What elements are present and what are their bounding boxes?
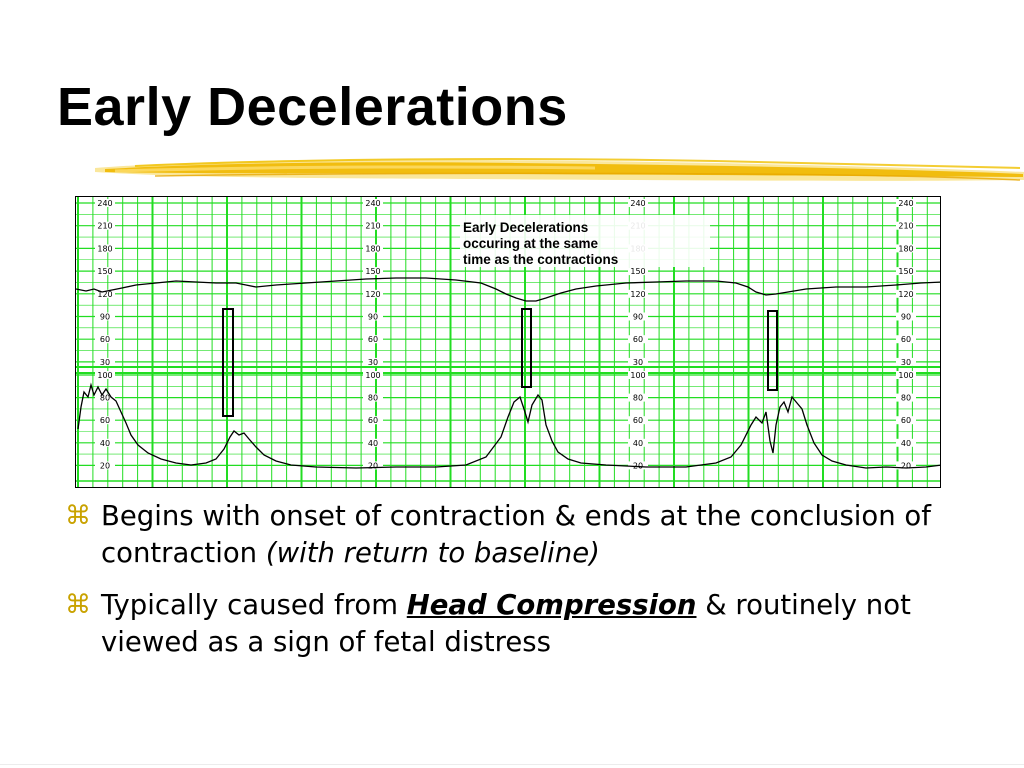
fhr-scale-label: 90 <box>367 312 379 322</box>
fhr-scale-label: 30 <box>99 357 111 367</box>
bullet-item <box>65 587 965 661</box>
fhr-scale-label: 150 <box>97 267 113 277</box>
toco-scale-label: 20 <box>367 461 379 471</box>
toco-scale-label: 20 <box>632 461 644 471</box>
fetal-monitor-strip <box>75 196 941 488</box>
toco-scale-label: 60 <box>900 416 912 426</box>
fhr-scale-label: 120 <box>365 289 381 299</box>
fhr-scale-label: 210 <box>97 221 113 231</box>
fhr-scale-label: 90 <box>900 312 912 322</box>
fhr-scale-label: 210 <box>365 221 381 231</box>
toco-scale-label: 60 <box>367 416 379 426</box>
fhr-scale-label: 180 <box>97 244 113 254</box>
toco-scale-label: 100 <box>365 371 381 380</box>
toco-scale-label: 100 <box>97 371 113 380</box>
toco-scale-label: 40 <box>99 438 111 448</box>
toco-scale-label: 40 <box>367 438 379 448</box>
annotation-line: time as the contractions <box>463 252 619 267</box>
fhr-scale-label: 60 <box>900 335 912 345</box>
toco-scale-label: 20 <box>99 461 111 471</box>
toco-scale-label: 80 <box>632 393 644 403</box>
fhr-scale-label: 150 <box>365 267 381 277</box>
title-underline-brush <box>95 146 1024 190</box>
fhr-scale-label: 150 <box>630 267 646 277</box>
fhr-scale-label: 120 <box>97 289 113 299</box>
fhr-scale-label: 240 <box>365 199 381 208</box>
fhr-scale-label: 90 <box>632 312 644 322</box>
bullet-text: Typically caused from <box>101 589 407 621</box>
fhr-scale-label: 240 <box>630 199 646 208</box>
fhr-scale-label: 150 <box>898 267 914 277</box>
bullet-list <box>65 498 965 676</box>
fhr-scale-label: 120 <box>630 289 646 299</box>
toco-scale-label: 80 <box>900 393 912 403</box>
toco-scale-label: 60 <box>632 416 644 426</box>
bullet-text: & routinely not viewed as a sign of fetal distress <box>101 589 911 658</box>
bullet-emphasis: Head Compression <box>406 589 697 621</box>
strip-annotation <box>460 215 710 267</box>
toco-scale-label: 100 <box>898 371 914 380</box>
bullet-item <box>65 498 965 572</box>
toco-scale-label: 80 <box>99 393 111 403</box>
fhr-scale-label: 60 <box>99 335 111 345</box>
bullet-text: Begins with onset of contraction & ends at the conclusion of contraction <box>101 500 931 569</box>
fhr-scale-label: 60 <box>367 335 379 345</box>
fhr-scale-label: 30 <box>632 357 644 367</box>
fhr-scale-label: 240 <box>898 199 914 208</box>
toco-scale-label: 40 <box>900 438 912 448</box>
annotation-line: occuring at the same <box>463 236 599 251</box>
toco-scale-label: 20 <box>900 461 912 471</box>
toco-scale-label: 40 <box>632 438 644 448</box>
fhr-scale-label: 60 <box>632 335 644 345</box>
command-key-icon: ⌘ <box>65 590 91 620</box>
toco-scale-label: 80 <box>367 393 379 403</box>
toco-scale-label: 60 <box>99 416 111 426</box>
fhr-scale-label: 210 <box>898 221 914 231</box>
strip-canvas <box>76 197 941 488</box>
fhr-scale-label: 120 <box>898 289 914 299</box>
fhr-scale-label: 30 <box>900 357 912 367</box>
fhr-scale-label: 30 <box>367 357 379 367</box>
toco-scale-label: 100 <box>630 371 646 380</box>
fhr-scale-label: 180 <box>365 244 381 254</box>
bullet-italic-note: (with return to baseline) <box>265 537 600 569</box>
fhr-scale-label: 90 <box>99 312 111 322</box>
fhr-scale-label: 240 <box>97 199 113 208</box>
slide-title: Early Decelerations <box>57 77 568 137</box>
fhr-scale-label: 180 <box>898 244 914 254</box>
footer-divider <box>0 764 1024 765</box>
annotation-line: Early Decelerations <box>463 220 589 235</box>
command-key-icon: ⌘ <box>65 501 91 531</box>
